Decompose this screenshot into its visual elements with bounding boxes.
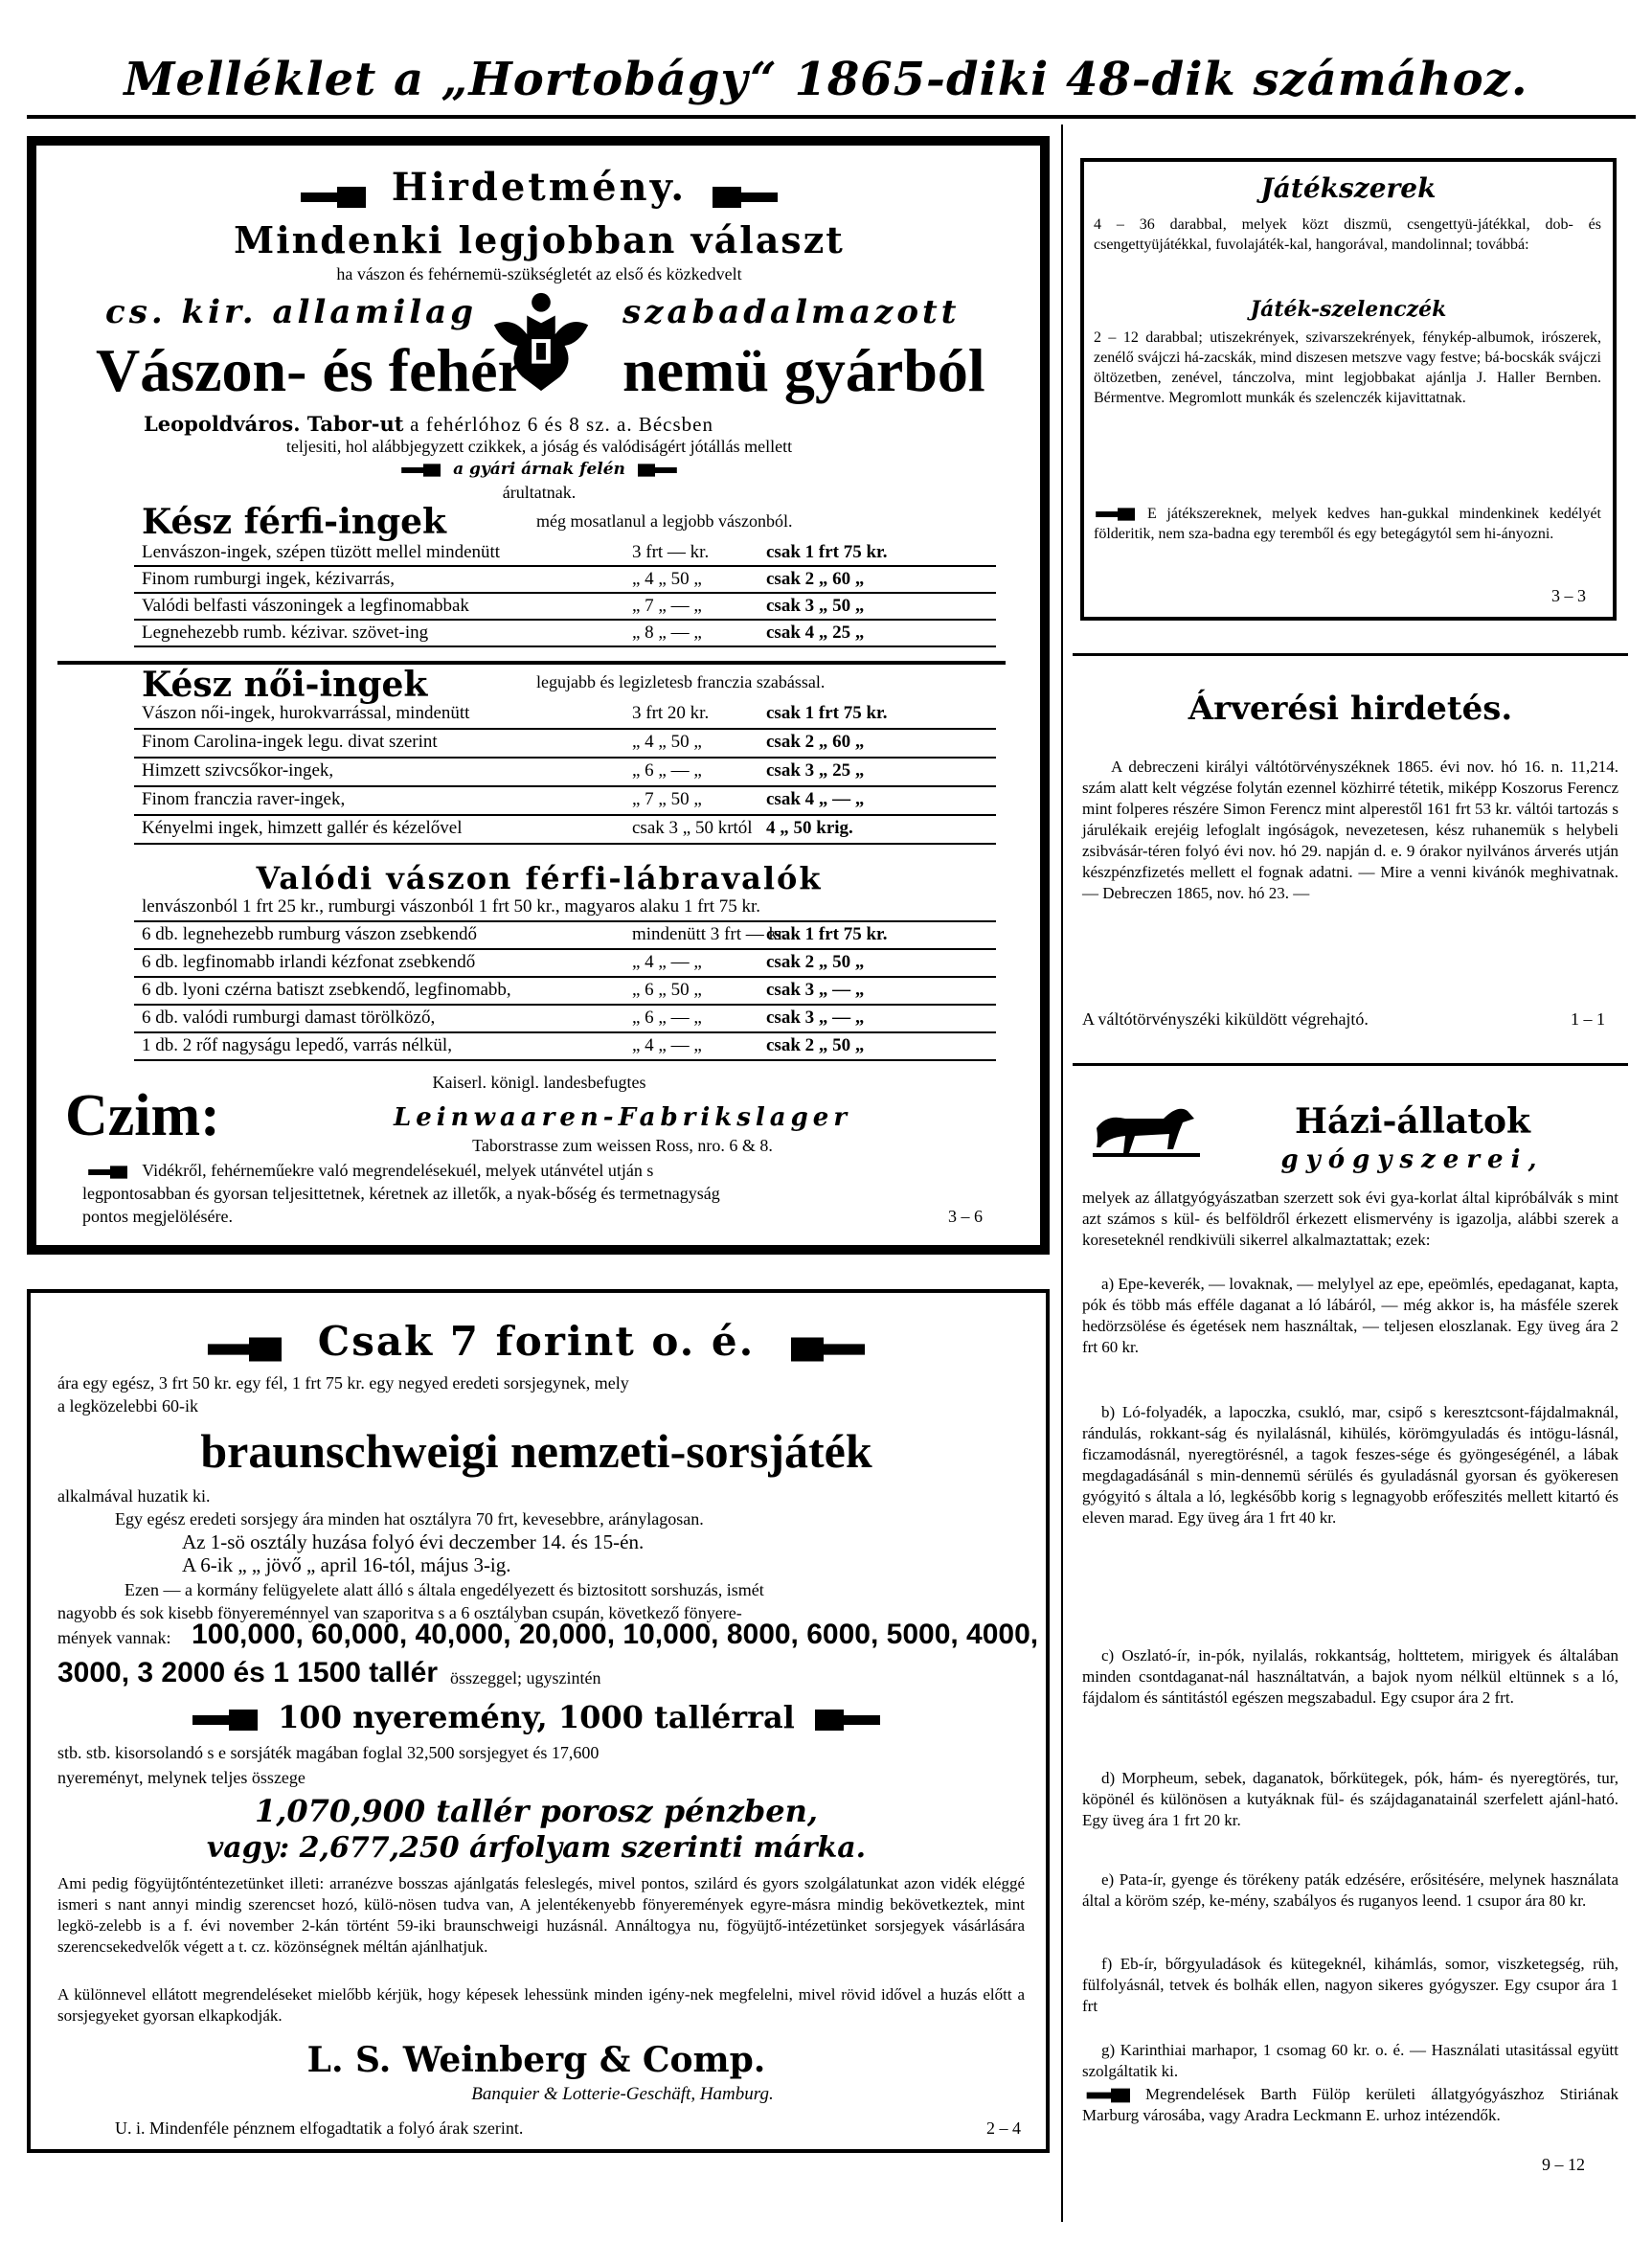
ad2-paragraph1: Ami pedig fögyüjtőnténtezetünket illeti: arranézve bosszas ajánlgatás feleslegés, mivel pontos, szilárd és gyors szolgálatunkat azon vidék eléggé ismeri s nant annyi mindig szerencset hozó, külö-nösen tudva van, A jelentékenyebb fönyeremények egyre-másra mindig bekövetkeztek, mint legkö-zelebb is a f. évi november 2-kán történt 59-iki braunschweigi huzásnál. Annáltogya nu, fögyüjtő-intézetünket sorsjegyek vásárlására szerencsekedvelők végett a t. cz. közönségnek méltán ajánlhatjuk. (57, 1874, 1025, 1956)
ad1-address-rest: a fehérlóhoz 6 és 8 sz. a. Bécsben (410, 413, 713, 436)
ad2-title-row (38, 1318, 1034, 1365)
ad1-big-left: Vászon- és fehér- (96, 336, 543, 404)
row-rule (134, 1031, 996, 1033)
item-price: „ 4 „ — „ (632, 952, 702, 972)
ad5-item-c: c) Oszlató-ír, in-pók, nyilalás, rokkantság, holttetem, mirigyek és általában minden csontdaganat-nál használtatván, a bajok nyom nélkül eltünnek s a ló, fájdalom és sántitástól egészen megszabadul. Egy csupor ára 2 frt. (1082, 1646, 1618, 1707)
ad4-title: Árverési hirdetés. (1188, 690, 1513, 728)
item-price: „ 7 „ — „ (632, 596, 702, 616)
ad2-l11: nyereményt, melynek teljes összege (57, 1768, 306, 1787)
ad4-number: 1 – 1 (1571, 1009, 1605, 1029)
item-price: 3 frt — kr. (632, 542, 710, 562)
ad1-firm-address: Taborstrasse zum weissen Ross, nro. 6 & 8. (472, 1136, 773, 1155)
row-rule (134, 976, 996, 978)
item-sale-price: 4 „ 50 krig. (766, 818, 853, 838)
ad2-line2: a legközelebbi 60-ik (57, 1396, 198, 1416)
item-sale-price: csak 3 „ — „ (766, 1008, 865, 1028)
ad2-prizes1: 100,000, 60,000, 40,000, 20,000, 10,000, 8000, 6000, 5000, 4000, (192, 1619, 1039, 1650)
item-price: „ 4 „ 50 „ (632, 569, 702, 589)
pointing-hand-icon (631, 462, 679, 479)
ad5-title: Házi-állatok (1295, 1101, 1530, 1142)
ad1-kaiserl: Kaiserl. königl. landesbefugtes (432, 1073, 646, 1092)
item-name: 6 db. lyoni czérna batiszt zsebkendő, legfinomabb, (142, 980, 511, 1000)
item-price: „ 8 „ — „ (632, 623, 702, 643)
item-sale-price: csak 2 „ 60 „ (766, 732, 865, 752)
ad3-paragraph1: 4 – 36 darabbal, melyek közt diszmü, csengettyü-játékkal, dob- és csengettyüjátékkal, fuvolajáték-kal, hangorával, mandolinnal; továbbá: (1094, 216, 1601, 253)
ad2-l7: Ezen — a kormány felügyelete alatt álló s általa engedélyezett és biztositott sorshuzás, ismét (124, 1580, 764, 1599)
row-rule (134, 757, 996, 759)
pointing-hand-icon (82, 1164, 138, 1181)
ad1-foot2: legpontosabban és gyorsan teljesittetnek, kéretnek az illetők, a nyak-bőség és termetnagyság (82, 1184, 720, 1203)
pointing-hand-icon (299, 176, 375, 205)
horse-illustration (1087, 1099, 1202, 1166)
item-sale-price: csak 2 „ 50 „ (766, 952, 865, 972)
ad1-left-italic: cs. kir. allamilag (105, 293, 477, 331)
item-sale-price: csak 4 „ 25 „ (766, 623, 865, 643)
item-name: Finom franczia raver-ingek, (142, 789, 346, 809)
ad1-foot-line1 (82, 1161, 653, 1181)
row-rule (134, 565, 996, 567)
item-name: Finom rumburgi ingek, kézivarrás, (142, 569, 396, 589)
ad2-l10: stb. stb. kisorsolandó s e sorsjáték magában foglal 32,500 sorsjegyet és 17,600 (57, 1743, 600, 1762)
ad1-foot1: Vidékről, fehérneműekre való megrendelésekuél, melyek utánvétel utján s (142, 1161, 654, 1180)
ad5-title2: gyógyszerei, (1280, 1145, 1545, 1174)
ad5-order: Megrendelések Barth Fülöp kerületi állatgyógyászhoz Stiriának Marburg városába, vagy Aradra Leckmann E. urhoz intézendők. (1082, 2085, 1618, 2124)
ad5-item-b: b) Ló-folyadék, a lapoczka, csukló, mar, csipő s keresztcsont-fájdalmaknál, rándulás, rokkant-ság és nyilalásnál, kihülés, körömgyuladás és intögu-lásnál, ficzamodásnál, nyeregtörésnél, a tagok feszes-sége és gyöngeségénél, a lábak megdagadásánál s min-dennemü sérülés és gyuladásnál gyorsan és gyökeresen gyógyitó s általa a ló, legkésőbb korig s legnagyobb erőfeszités mellett kitartó és eleven marad. Egy üveg ára 1 frt 40 kr. (1082, 1403, 1618, 1527)
ad1-title: Hirdetmény. (391, 165, 688, 210)
item-price: „ 7 „ 50 „ (632, 789, 702, 809)
ad5-item-a: a) Epe-keverék, — lovaknak, — melylyel az epe, epeömlés, epedaganat, kapta, pók és több más efféle daganat a ló lábáról, — még akkor is, ha másféle szerek hedörzsölése és égetések nem használtak, — teljesen eloszlanak. Egy üveg ára 2 frt 60 kr. (1082, 1275, 1618, 1356)
ad2-l6: A 6-ik „ „ jövő „ april 16-tól, május 3-ig. (182, 1553, 511, 1576)
pointing-hand-icon (196, 1328, 302, 1361)
sec2-note: legujabb és legizletesb franczia szabással. (536, 672, 826, 691)
pointing-hand-icon (191, 1706, 267, 1734)
item-price: „ 6 „ — „ (632, 760, 702, 781)
ad2-prizes2: 3000, 3 2000 és 1 1500 tallér (57, 1657, 439, 1688)
ad5-item-g: g) Karinthiai marhapor, 1 csomag 60 kr. o. é. — Használati utasitással együtt szolgáltatik ki. (1082, 2041, 1618, 2080)
item-price: 3 frt 20 kr. (632, 703, 710, 723)
pointing-hand-icon (805, 1706, 882, 1734)
item-name: 6 db. legfinomabb irlandi kézfonat zsebkendő (142, 952, 476, 972)
row-rule (134, 619, 996, 621)
item-name: lenvászonból 1 frt 25 kr., rumburgi vászonból 1 frt 50 kr., magyaros alaku 1 frt 75 kr. (142, 896, 761, 917)
item-sale-price: csak 2 „ 50 „ (766, 1035, 865, 1055)
ad1-czim: Czim: (65, 1083, 220, 1148)
ad1-factory-price-row (46, 460, 1032, 479)
ad1-foot-number: 3 – 6 (948, 1207, 983, 1226)
row-rule (134, 843, 996, 845)
ad3-subtitle: Játék-szelenczék (1250, 297, 1447, 322)
row-rule (134, 1059, 996, 1061)
ad5-intro: melyek az állatgyógyászatban szerzett sok évi gya-korlat által kipróbálvák s mint azt számos s kül- és belföldről érkezett elismervény is igazolja, alábbi szerek a koreseteknél rendkivüli sikerrel alkalmaztattak; ezek: (1082, 1189, 1618, 1249)
ad2-foot-number: 2 – 4 (986, 2118, 1021, 2138)
ad1-factory-price: a gyári árnak felén (453, 460, 625, 479)
ad1-headline: Mindenki legjobban választ (234, 218, 845, 261)
divider (1073, 653, 1628, 656)
column-divider (1061, 125, 1063, 2222)
item-price: „ 4 „ — „ (632, 1035, 702, 1055)
ad5-item-e: e) Pata-ír, gyenge és törékeny paták edzésére, erősitésére, melynek használata által a köröm szép, ke-mény, szabályos és ruganyos leend. 1 csupor ára 80 kr. (1082, 1870, 1618, 1910)
ad2-l4: Egy egész eredeti sorsjegy ára minden hat osztályra 70 frt, kevesebbre, aránylagosan. (115, 1509, 704, 1529)
row-rule (134, 785, 996, 787)
row-rule (134, 646, 996, 647)
ad2-paragraph2: A különnevel ellátott megrendeléseket mielőbb kérjük, hogy képesek lehessünk minden igény-nek megfelelni, mivel rövid idővel a huzás előtt a sorsjegyeket gyorsan elkapkodják. (57, 1985, 1025, 2025)
row-rule (134, 920, 996, 922)
item-name: 6 db. valódi rumburgi damast törölköző, (142, 1008, 436, 1028)
item-sale-price: csak 1 frt 75 kr. (766, 703, 888, 723)
pointing-hand-icon (399, 462, 447, 479)
ad1-address-bold: Leopoldváros. Tabor-ut (144, 412, 404, 436)
ad2-100-row (38, 1699, 1034, 1735)
ad1-sold: árultatnak. (502, 483, 577, 502)
ad3-number: 3 – 3 (1551, 586, 1586, 605)
item-sale-price: csak 1 frt 75 kr. (766, 542, 888, 562)
ad2-line1: ára egy egész, 3 frt 50 kr. egy fél, 1 frt 75 kr. egy negyed eredeti sorsjegynek, mely (57, 1373, 629, 1393)
pointing-hand-icon (771, 1328, 876, 1361)
sec1-note: még mosatlanul a legjobb vászonból. (536, 511, 793, 531)
item-price: „ 6 „ 50 „ (632, 980, 702, 1000)
ad5-item-d: d) Morpheum, sebek, daganatok, bőrkütegek, pók, hám- és nyeregtörés, tur, köpönél és különösen a kutyáknak fül- és szájdaganatainál szerfelett ajánl-ható. Egy üveg ára 1 frt 20 kr. (1082, 1769, 1618, 1829)
row-rule (134, 948, 996, 950)
item-price: „ 6 „ — „ (632, 1008, 702, 1028)
ad2-line-100: 100 nyeremény, 1000 tallérral (278, 1699, 795, 1735)
item-name: Himzett szivcsőkor-ingek, (142, 760, 334, 781)
row-rule (134, 1004, 996, 1006)
item-price: mindenütt 3 frt — kr. (632, 924, 788, 944)
item-name: Kényelmi ingek, himzett gallér és kézelővel (142, 818, 463, 838)
ad2-prizes2b: összeggel; ugyszintén (450, 1668, 601, 1687)
ad4-paragraph: A debreczeni királyi váltótörvényszéknek 1865. évi nov. hó 16. n. 11,214. szám alatt kelt végzése folytán ezennel közhirré tétetik, miképp Koszorus Ferencz mint folperes részére Simon Ferencz mint alperestől 161 frt 53 kr. váltói tartozás s járulékaik erejéig lefoglalt ingóságok, nevezetesen, kész ruhanemük s helybeli zsibvásár-téren folyó évi nov. hó 29. napján d. e. 9 órakor nyilvános árverés utján készpénzfizetés mellett el fognak adatni. — Mire a venni kivánók meghivatnak. — Debreczen 1865, nov. hó 23. — (1082, 758, 1618, 902)
ad5-number: 9 – 12 (1542, 2155, 1585, 2174)
ad1-subline: ha vászon és fehérnemü-szükségletét az első és közkedvelt (336, 264, 742, 283)
ad2-l9: mények vannak: (57, 1628, 171, 1647)
item-name: 6 db. legnehezebb rumburg vászon zsebkendő (142, 924, 477, 944)
ad3-title: Játékszerek (1260, 172, 1437, 204)
ad1-fulfil: teljesiti, hol alábbjegyzett czikkek, a jóság és valódiságért jótállás mellett (285, 437, 793, 456)
ad2-l8: nagyobb és sok kisebb fönyereménnyel van szaporitva s a 6 osztályban csupán, következő fönyere- (57, 1603, 742, 1622)
item-sale-price: csak 3 „ 50 „ (766, 596, 865, 616)
ad2-foot: U. i. Mindenféle pénznem elfogadtatik a folyó árak szerint. (115, 2118, 524, 2138)
supplement-header: Melléklet a „Hortobágy“ 1865-diki 48-dik számához. (124, 53, 1528, 106)
divider (1073, 1063, 1628, 1066)
ad2-firm-sub: Banquier & Lotterie-Geschäft, Hamburg. (471, 2084, 774, 2104)
ad2-l3: alkalmával huzatik ki. (57, 1486, 211, 1506)
ad5-item-f: f) Eb-ír, bőrgyuladások és kütegeknél, kihámlás, somor, viszketegség, rüh, fülfolyásnál, tetvek és bolhák ellen, nagyon sikeres gyógyszer. Egy csupor ára 1 frt (1082, 1955, 1618, 2015)
pointing-hand-icon (703, 176, 780, 205)
row-rule (134, 592, 996, 594)
ad3-paragraph3: E játékszereknek, melyek kedves han-gukkal mindenkinek kedélyét földeritik, nem sza-badna egy teremből és egy betegágytól sem hi-ányozni. (1094, 506, 1601, 542)
ad4-signature: A váltótörvényszéki kiküldött végrehajtó. (1082, 1009, 1369, 1029)
item-name: Legnehezebb rumb. kézivar. szövet-ing (142, 623, 429, 643)
ad1-right-italic: szabadalmazott (622, 293, 961, 331)
ad2-title: Csak 7 forint o. é. (317, 1318, 756, 1365)
ad3-paragraph2: 2 – 12 darabbal; utiszekrények, szivarszekrények, fénykép-albumok, irószerek, zenélő svájczi há-zacskák, mind diszesen metszve vagy festve; bá-bocskák svájczi öltözetben, zenével, tánczolva, mint legjobbakat ajánlja J. Haller Bernben. Bérmentve. Megromlott munkák és szelenczék kijavittatnak. (1094, 329, 1601, 406)
ad2-l5: Az 1-sö osztály huzása folyó évi deczember 14. és 15-én. (182, 1530, 645, 1553)
ad2-firm: L. S. Weinberg & Comp. (306, 2040, 766, 2080)
ad1-big-right: nemü gyárból (622, 336, 985, 404)
sec2-title: Kész női-ingek (142, 665, 428, 705)
item-sale-price: csak 3 „ 25 „ (766, 760, 865, 781)
ad2-big-title: braunschweigi nemzeti-sorsjáték (200, 1424, 872, 1478)
item-price: csak 3 „ 50 krtól (632, 818, 753, 838)
header-rule (27, 115, 1636, 119)
item-sale-price: csak 2 „ 60 „ (766, 569, 865, 589)
item-sale-price: csak 3 „ — „ (766, 980, 865, 1000)
item-name: Valódi belfasti vászoningek a legfinomabbak (142, 596, 469, 616)
ad2-sum1: 1,070,900 tallér porosz pénzben, (254, 1793, 819, 1829)
item-name: 1 db. 2 rőf nagyságu lepedő, varrás nélkül, (142, 1035, 452, 1055)
item-sale-price: csak 4 „ — „ (766, 789, 865, 809)
ad1-address-line (144, 412, 713, 437)
sec3-title: Valódi vászon férfi-lábravalók (256, 860, 823, 896)
item-price: „ 4 „ 50 „ (632, 732, 702, 752)
row-rule (134, 814, 996, 816)
item-sale-price: csak 1 frt 75 kr. (766, 924, 888, 944)
row-rule (134, 728, 996, 730)
item-name: Finom Carolina-ingek legu. divat szerint (142, 732, 438, 752)
ad1-firm: Leinwaaren-Fabrikslager (393, 1103, 852, 1132)
item-name: Lenvászon-ingek, szépen tüzött mellel mindenütt (142, 542, 501, 562)
ad1-foot3: pontos megjelölésére. (82, 1207, 233, 1226)
ad1-title-row (46, 165, 1032, 210)
sec1-title: Kész férfi-ingek (142, 502, 446, 542)
ad2-sum2: vagy: 2,677,250 árfolyam szerinti márka. (206, 1831, 867, 1865)
item-name: Vászon női-ingek, hurokvarrással, mindenütt (142, 703, 470, 723)
